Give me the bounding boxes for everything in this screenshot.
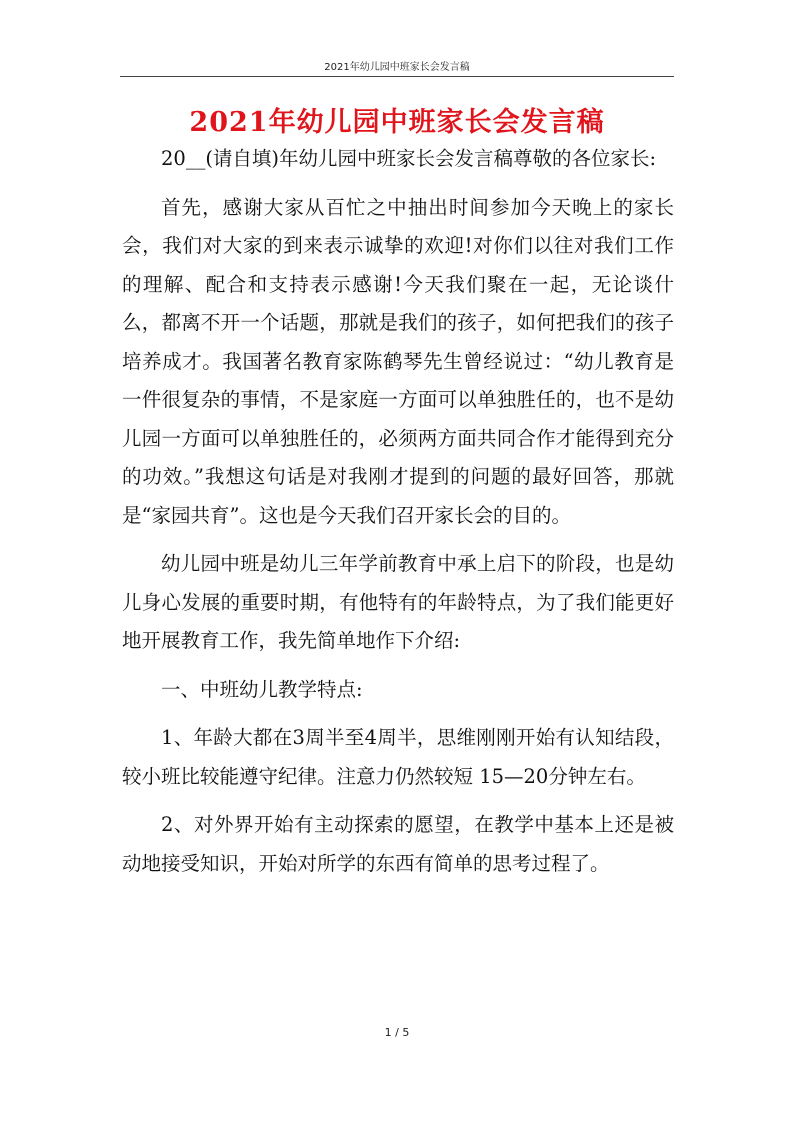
- running-header: 2021年幼儿园中班家长会发言稿: [324, 62, 470, 73]
- section-heading: 一、中班幼儿教学特点:: [161, 677, 363, 701]
- body-paragraph: 幼儿园中班是幼儿三年学前教育中承上启下的阶段，也是幼儿身心发展的重要时期，有他特有的年龄特点，为了我们能更好地开展教育工作，我先简单地作下介绍:: [122, 552, 674, 652]
- page-number: 1 / 5: [384, 1026, 410, 1039]
- list-item-paragraph: 1、年龄大都在3周半至4周半，思维刚刚开始有认知结段，较小班比较能遵守纪律。注意力仍然较短 15—20分钟左右。: [122, 726, 674, 788]
- document-title: 2021年幼儿园中班家长会发言稿: [189, 107, 605, 138]
- document-body: [122, 140, 674, 883]
- salutation-paragraph: 20__(请自填)年幼儿园中班家长会发言稿尊敬的各位家长:: [161, 147, 657, 170]
- header-divider: [120, 76, 674, 77]
- body-paragraph: 首先，感谢大家从百忙之中抽出时间参加今天晚上的家长会，我们对大家的到来表示诚挚的欢迎!对你们以往对我们工作的理解、配合和支持表示感谢!今天我们聚在一起，无论谈什么，都离不开一个话题，那就是我们的孩子，如何把我们的孩子培养成才。我国著名教育家陈鹤琴先生曾经说过：“幼儿教育是一件很复杂的事情，不是家庭一方面可以单独胜任的，也不是幼儿园一方面可以单独胜任的，必须两方面共同合作才能得到充分的功效。”我想这句话是对我刚才提到的问题的最好回答，那就是“家园共育”。这也是今天我们召开家长会的目的。: [122, 195, 674, 527]
- list-item-paragraph: 2、对外界开始有主动探索的愿望，在教学中基本上还是被动地接受知识，开始对所学的东西有简单的思考过程了。: [122, 813, 674, 875]
